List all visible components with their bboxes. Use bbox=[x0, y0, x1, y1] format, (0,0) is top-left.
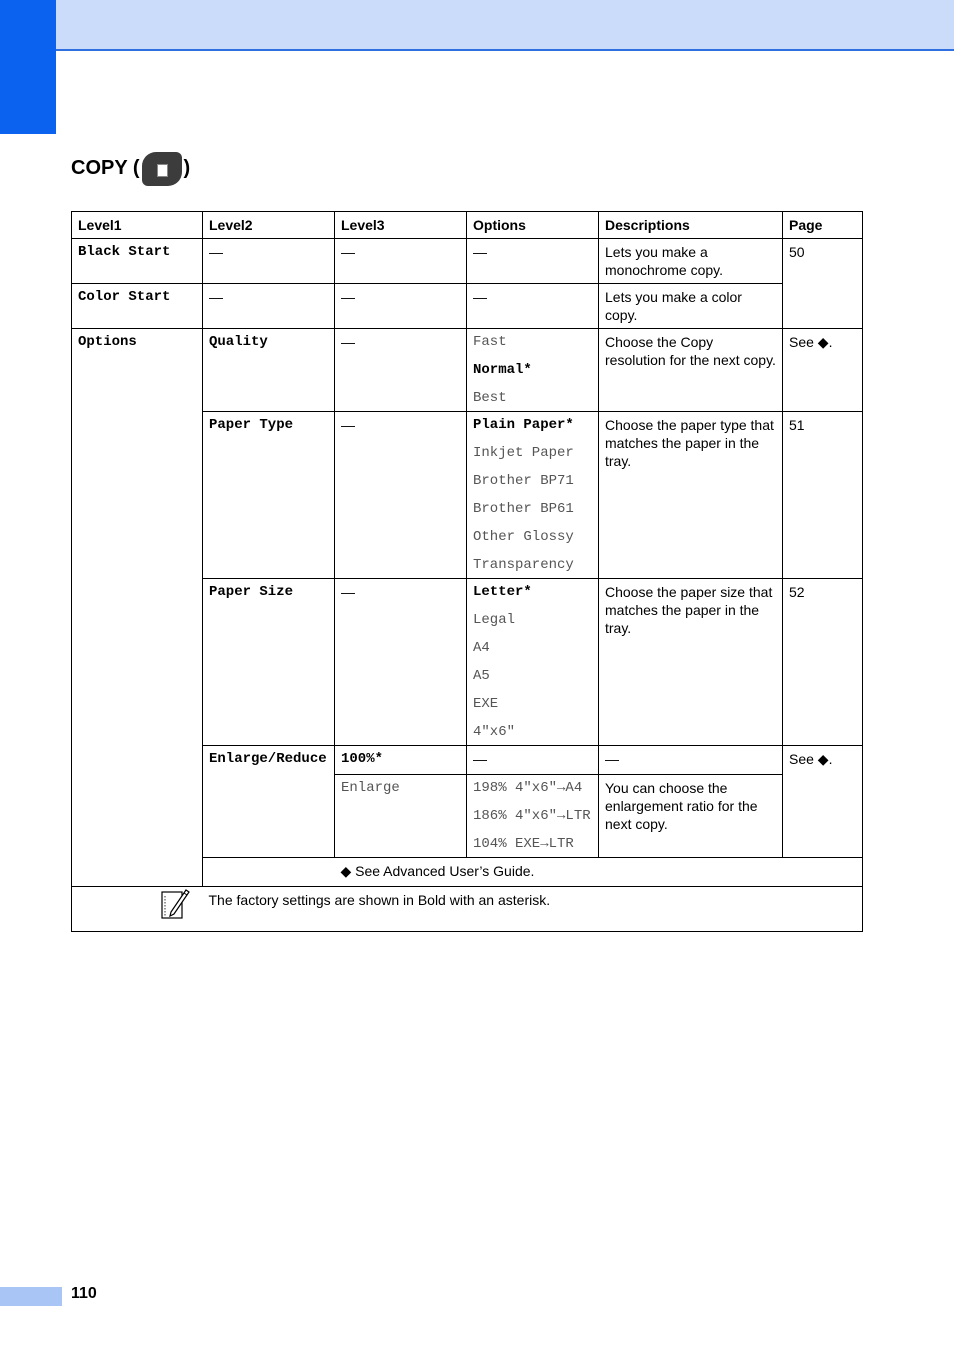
page-title bbox=[71, 150, 190, 186]
option-item: 104% EXE→LTR bbox=[473, 836, 574, 852]
option-item: A4 bbox=[473, 640, 490, 656]
col-header: Level2 bbox=[203, 212, 335, 239]
level2-cell: Paper Type bbox=[203, 412, 335, 579]
col-header: Level1 bbox=[72, 212, 203, 239]
option-item: 186% 4"x6"→LTR bbox=[473, 808, 591, 824]
option-item: Plain Paper* bbox=[473, 417, 574, 433]
table-row bbox=[72, 284, 863, 329]
options-cell bbox=[467, 412, 599, 579]
options-cell bbox=[467, 579, 599, 746]
table-row bbox=[72, 329, 863, 412]
chapter-tab bbox=[0, 0, 56, 134]
header-row bbox=[72, 212, 863, 239]
page-number-bar bbox=[0, 1287, 62, 1306]
note-pencil-icon bbox=[160, 886, 190, 920]
option-item: A5 bbox=[473, 668, 490, 684]
header-band bbox=[0, 0, 954, 51]
note-text: The factory settings are shown in Bold with an asterisk. bbox=[203, 887, 863, 932]
level3-cell: 100%* bbox=[335, 746, 467, 775]
col-header: Options bbox=[467, 212, 599, 239]
description-cell: Choose the paper size that matches the paper in the tray. bbox=[599, 579, 783, 746]
description-cell: Choose the Copy resolution for the next copy. bbox=[599, 329, 783, 412]
option-item: 198% 4"x6"→A4 bbox=[473, 780, 583, 796]
page-cell: 51 bbox=[783, 412, 863, 579]
copy-settings-table bbox=[71, 211, 863, 932]
footnote-text: ◆ See Advanced User’s Guide. bbox=[335, 858, 863, 887]
page-cell: 52 bbox=[783, 579, 863, 746]
level1-cell: Color Start bbox=[72, 284, 203, 329]
option-item: EXE bbox=[473, 696, 499, 712]
page-cell: 50 bbox=[783, 239, 863, 329]
level3-cell: — bbox=[335, 284, 467, 329]
level1-cell: Black Start bbox=[72, 239, 203, 284]
note-row bbox=[72, 887, 863, 932]
level3-cell: — bbox=[335, 329, 467, 412]
level1-cell: Options bbox=[72, 329, 203, 887]
title-text: COPY ( bbox=[71, 156, 140, 179]
option-item: Inkjet Paper bbox=[473, 445, 574, 461]
col-header: Descriptions bbox=[599, 212, 783, 239]
options-cell: — bbox=[467, 239, 599, 284]
page-cell: See ◆. bbox=[783, 329, 863, 412]
option-item: Legal bbox=[473, 612, 516, 628]
description-cell: Lets you make a color copy. bbox=[599, 284, 783, 329]
page-number: 110 bbox=[71, 1285, 97, 1302]
level2-cell: Paper Size bbox=[203, 579, 335, 746]
description-cell: Lets you make a monochrome copy. bbox=[599, 239, 783, 284]
level3-cell: Enlarge bbox=[335, 775, 467, 858]
copy-button-icon bbox=[142, 152, 182, 186]
table-row bbox=[72, 239, 863, 284]
option-item: Transparency bbox=[473, 557, 574, 573]
level3-cell: — bbox=[335, 239, 467, 284]
options-cell: — bbox=[467, 746, 599, 775]
level3-cell: — bbox=[335, 579, 467, 746]
description-cell: You can choose the enlargement ratio for the next copy. bbox=[599, 775, 783, 858]
option-item: Brother BP71 bbox=[473, 473, 574, 489]
page-cell: See ◆. bbox=[783, 746, 863, 858]
description-cell: Choose the paper type that matches the paper in the tray. bbox=[599, 412, 783, 579]
description-cell: — bbox=[599, 746, 783, 775]
footnote-spacer bbox=[203, 858, 335, 887]
level2-cell: — bbox=[203, 284, 335, 329]
level2-cell: — bbox=[203, 239, 335, 284]
option-item: Letter* bbox=[473, 584, 532, 600]
option-item: Other Glossy bbox=[473, 529, 574, 545]
level3-cell: — bbox=[335, 412, 467, 579]
option-item: Fast bbox=[473, 334, 507, 350]
level2-cell: Enlarge/Reduce bbox=[203, 746, 335, 858]
option-item: 4"x6" bbox=[473, 724, 516, 740]
options-cell: — bbox=[467, 284, 599, 329]
level2-cell: Quality bbox=[203, 329, 335, 412]
options-cell bbox=[467, 775, 599, 858]
col-header: Page bbox=[783, 212, 863, 239]
option-item: Brother BP61 bbox=[473, 501, 574, 517]
option-item: Normal* bbox=[473, 362, 532, 378]
option-item: Best bbox=[473, 390, 507, 406]
options-cell bbox=[467, 329, 599, 412]
title-close: ) bbox=[183, 156, 191, 179]
col-header: Level3 bbox=[335, 212, 467, 239]
